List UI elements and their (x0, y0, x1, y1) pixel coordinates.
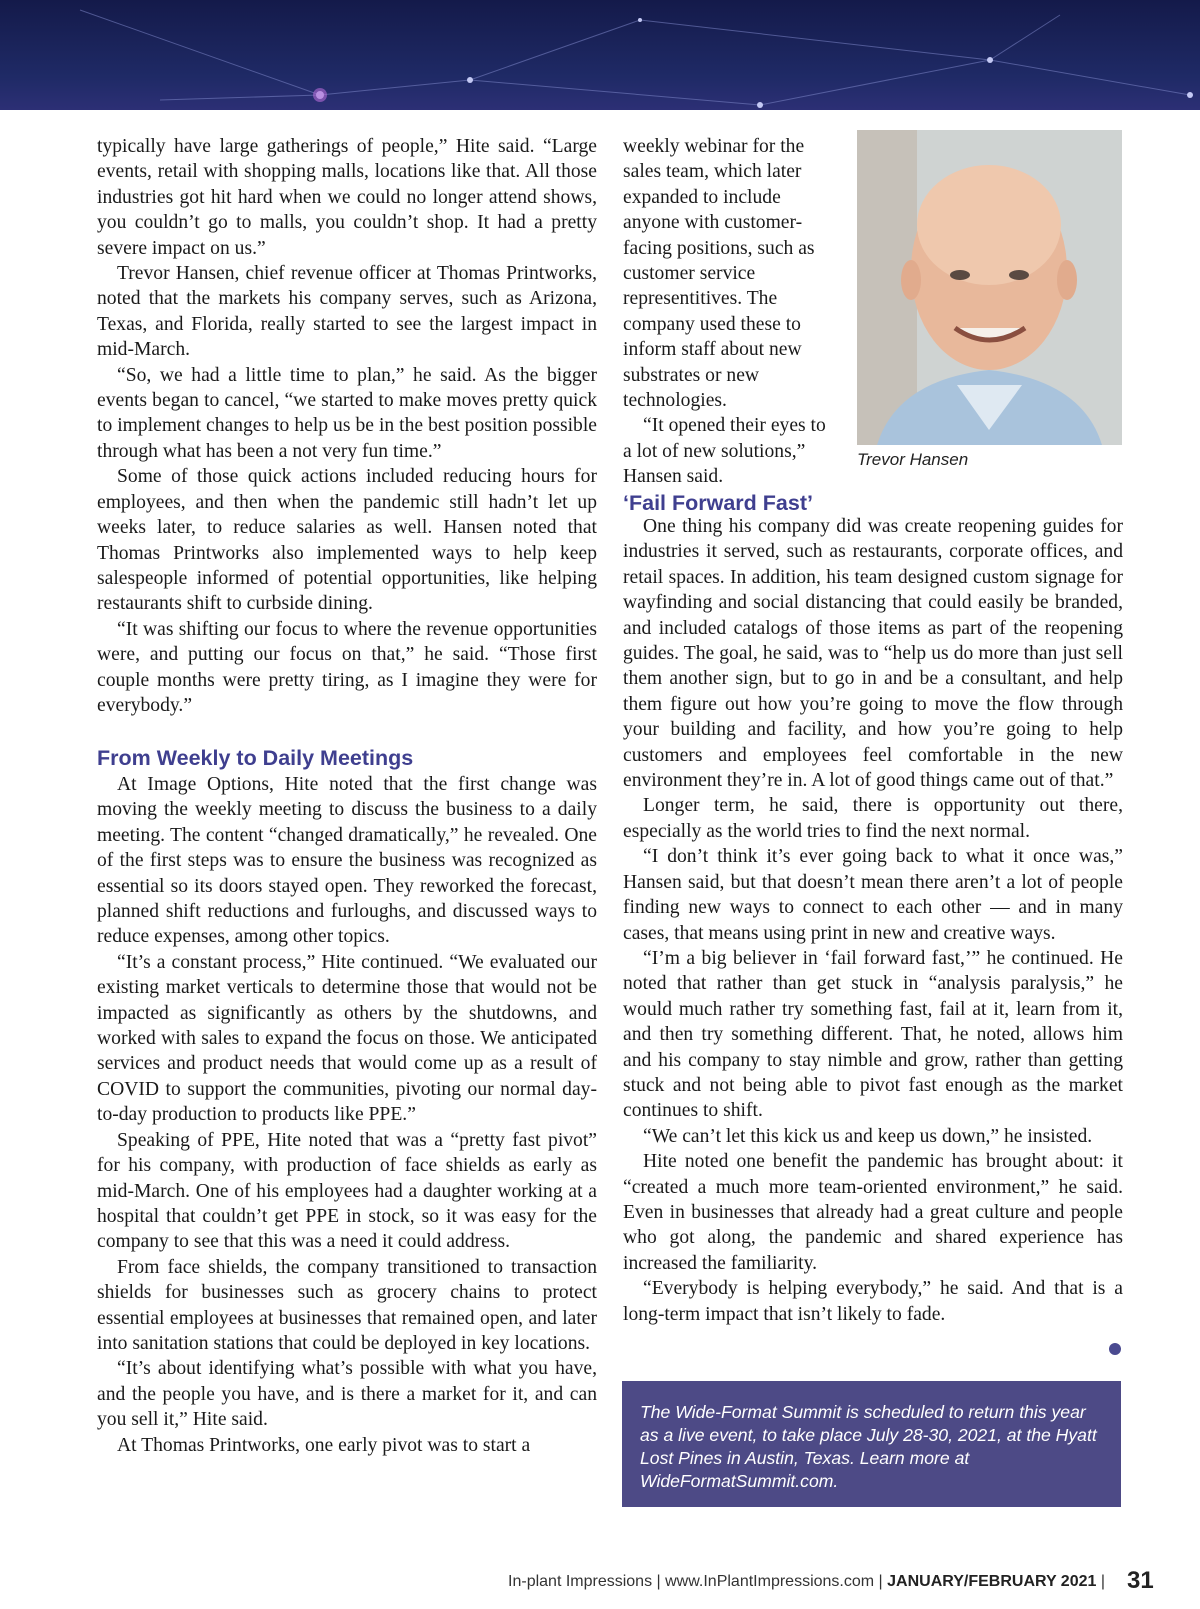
paragraph: At Image Options, Hite noted that the first change was moving the weekly meeting to discuss the business to a daily meeting. The content “changed dramatically,” he revealed. One of the first steps was to ensure the business was recognized as essential so its doors stayed open. They reworked the forecast, planned shift reductions and furloughs, and discussed ways to reduce expenses, among other topics. (97, 774, 597, 948)
paragraph: weekly webinar for the sales team, which later expanded to include anyone with customer-facing positions, such as customer service representitives. The company used these to inform staff about new substrates or new technologies. (623, 136, 815, 412)
paragraph: “It was shifting our focus to where the revenue opportunities were, and putting our focus on that,” he said. “Those first couple months were pretty tiring, as I imagine they were for everybody.” (97, 618, 597, 716)
paragraph: “So, we had a little time to plan,” he said. As the bigger events began to cancel, “we started to make moves pretty quick to implement changes to help us be in the best position possible through what has been a not very fun time.” (97, 364, 597, 462)
paragraph: “We can’t let this kick us and keep us down,” he insisted. (643, 1125, 1093, 1147)
paragraph: “It opened their eyes to a lot of new solutions,” Hansen said. (623, 415, 826, 488)
paragraph: “I’m a big believer in ‘fail forward fast,’” he continued. He noted that rather than get stuck in “analysis paralysis,” he would much rather try something fast, fail at it, learn from it, and then try something different. That, he noted, allows him and his company to stay nimble and grow, rather than getting stuck and not being able to pivot fast enough as the market continues to shift. (623, 947, 1123, 1122)
end-of-article-bullet (1109, 1343, 1121, 1355)
paragraph: At Thomas Printworks, one early pivot was to start a (117, 1434, 531, 1456)
paragraph: Some of those quick actions included reducing hours for employees, and then when the pandemic still hadn’t let up weeks later, to reduce salaries as well. Hansen noted that Thomas Printworks also implemented ways to help keep salespeople informed of potential opportunities, like helping restaurants shift to curbside dining. (97, 466, 597, 615)
paragraph: “I don’t think it’s ever going back to what it once was,” Hansen said, but that doesn’t mean there aren’t a lot of people finding new ways to connect to each other — and in many cases, that means using print in new and creative ways. (623, 846, 1123, 944)
network-graphic (0, 0, 1200, 110)
photo-caption: Trevor Hansen (857, 450, 969, 469)
right-column (623, 514, 1123, 1327)
paragraph: typically have large gatherings of people,” Hite said. “Large events, retail with shopping malls, locations like that. All those industries got hit hard when we could no longer attend shows, you couldn’t go to malls, you couldn’t shop. It had a pretty severe impact on us.” (97, 136, 597, 259)
paragraph: Longer term, he said, there is opportunity out there, especially as the world tries to find the next normal. (623, 795, 1123, 842)
page-number: 31 (1127, 1567, 1154, 1594)
section-heading-fail-forward-fast: ‘Fail Forward Fast’ (623, 491, 813, 515)
right-column-top (623, 134, 838, 490)
paragraph: Trevor Hansen, chief revenue officer at Thomas Printworks, noted that the markets his company serves, such as Arizona, Texas, and Florida, really started to see the largest impact in mid-March. (97, 263, 597, 361)
paragraph: Hite noted one benefit the pandemic has brought about: it “created a much more team-oriented environment,” he said. Even in businesses that already had a great culture and people who got along, the pandemic and shared experience has increased the familiarity. (623, 1151, 1123, 1274)
left-column-section (97, 772, 597, 1458)
footer-publication: In-plant Impressions | www.InPlantImpressions.com | (508, 1573, 883, 1590)
section-heading-weekly-meetings: From Weekly to Daily Meetings (97, 746, 414, 770)
footer-text (508, 1573, 1105, 1591)
left-column (97, 134, 597, 718)
footer-separator: | (1100, 1573, 1105, 1590)
footer-issue: JANUARY/FEBRUARY 2021 (887, 1573, 1097, 1590)
portrait-illustration (857, 130, 1122, 445)
event-note-box: The Wide-Format Summit is scheduled to return this year as a live event, to take place July 28-30, 2021, at the Hyatt Lost Pines in Austin, Texas. Learn more at WideFormatSummit.com. (622, 1381, 1121, 1507)
paragraph: From face shields, the company transitioned to transaction shields for businesses such as grocery chains to protect essential employees at businesses that remained open, and later into sanitation stations that could be deployed in key locations. (97, 1256, 597, 1354)
paragraph: “It’s about identifying what’s possible with what you have, and the people you have, and is there a market for it, and can you sell it,” Hite said. (97, 1358, 597, 1431)
paragraph: “It’s a constant process,” Hite continued. “We evaluated our existing market verticals to determine those that would not be impacted as significantly as others by the shutdowns, and worked with sales to expand the focus on those. We anticipated services and product needs that would come up as a result of COVID to support the communities, pivoting our normal day-to-day production to products like PPE.” (97, 951, 597, 1126)
paragraph: “Everybody is helping everybody,” he said. And that is a long-term impact that isn’t likely to fade. (623, 1278, 1123, 1325)
paragraph: Speaking of PPE, Hite noted that was a “pretty fast pivot” for his company, with production of face shields as early as mid-March. One of his employees had a daughter working at a hospital that couldn’t get PPE in stock, so it was easy for the company to see that this was a need it could address. (97, 1129, 597, 1253)
paragraph: One thing his company did was create reopening guides for industries it served, such as restaurants, corporate offices, and retail spaces. In addition, his team designed custom signage for wayfinding and social distancing that could easily be branded, and included catalogs of those items as part of the reopening guides. The goal, he said, was to “help us do more than just sell them another sign, but to go in and be a consultant, and help them figure out how you’re going to move the flow through your building and facility, and how you’re going to help customers and employees feel comfortable in the new environment they’re in. A lot of good things came out of that.” (623, 516, 1123, 792)
header-banner (0, 0, 1200, 110)
portrait-photo (857, 130, 1122, 445)
